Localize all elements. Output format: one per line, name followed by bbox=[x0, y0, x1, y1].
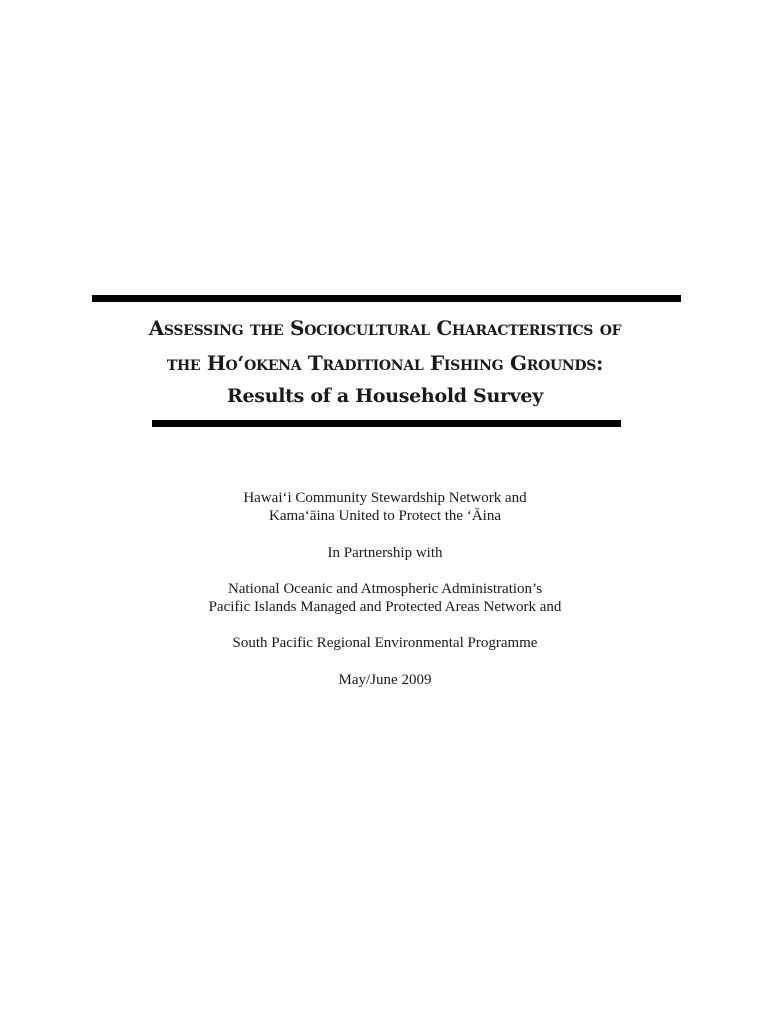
partnership-label: In Partnership with bbox=[327, 545, 443, 561]
title-bottom-rule bbox=[152, 420, 621, 427]
partner-line-2: Pacific Islands Managed and Protected Areas Network and bbox=[208, 599, 562, 615]
author-line-1: Hawai‘i Community Stewardship Network and bbox=[243, 490, 527, 506]
title-top-rule bbox=[92, 295, 681, 302]
author-line-2: Kama‘āina United to Protect the ‘Āina bbox=[268, 508, 501, 524]
partner-line-1: National Oceanic and Atmospheric Administration’s bbox=[227, 581, 543, 597]
partner-line-3: South Pacific Regional Environmental Programme bbox=[232, 635, 538, 651]
publication-date: May/June 2009 bbox=[338, 672, 432, 688]
title-line-1: Assessing the Sociocultural Characteristics of bbox=[148, 316, 622, 340]
title-line-2: the Ho‘okena Traditional Fishing Grounds: bbox=[166, 351, 604, 375]
subtitle: Results of a Household Survey bbox=[227, 385, 543, 407]
